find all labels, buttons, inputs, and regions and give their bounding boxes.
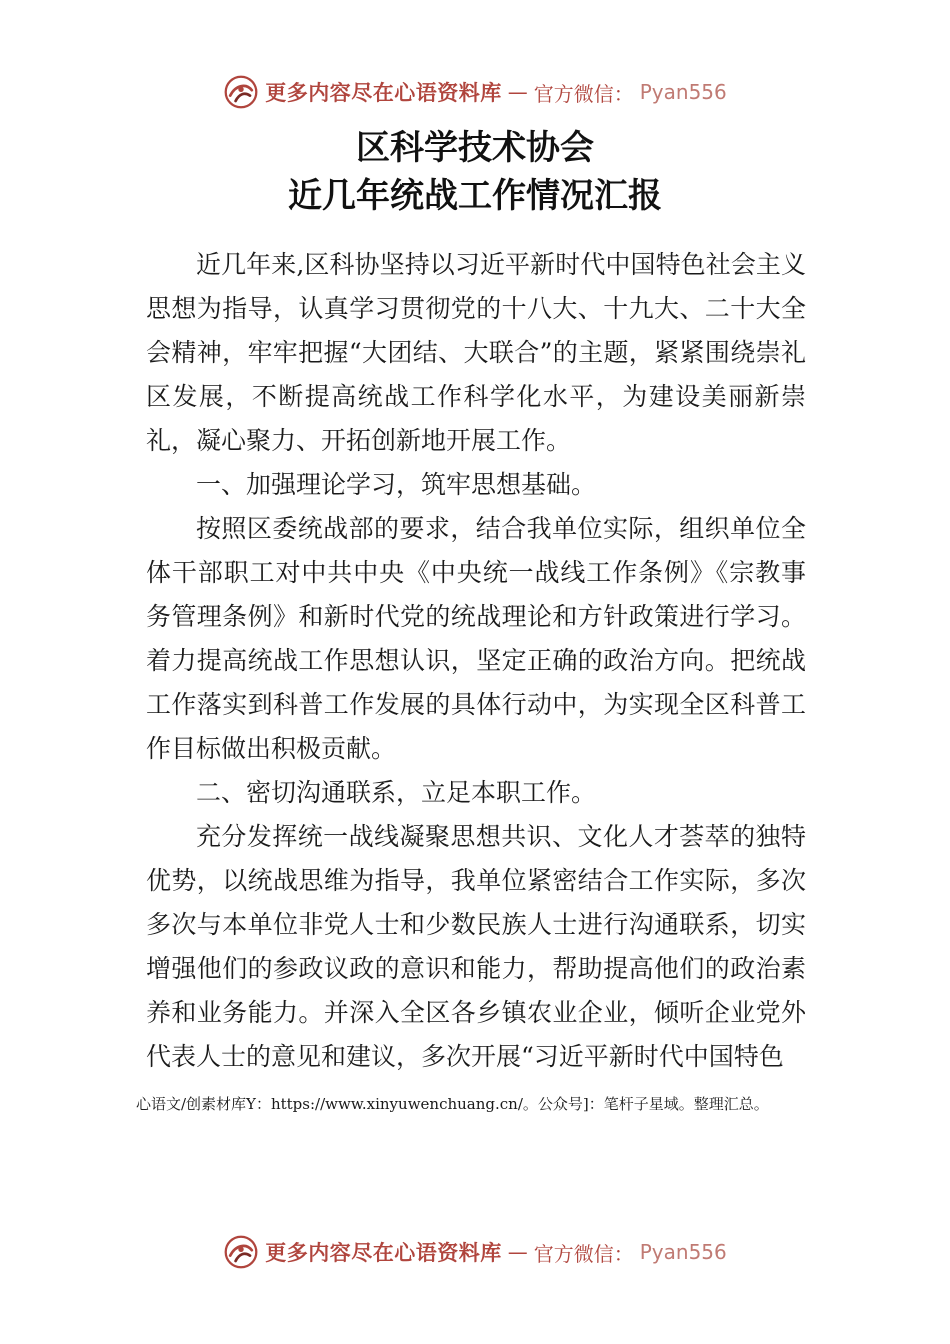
- brand-logo-icon: [223, 1234, 259, 1270]
- document-body: [146, 243, 806, 1079]
- watermark-wechat-label: 官方微信：: [533, 81, 634, 106]
- watermark-separator: —: [507, 80, 528, 104]
- brand-logo-icon: [223, 74, 259, 110]
- watermark-separator: —: [507, 1240, 528, 1264]
- watermark-text: 更多内容尽在心语资料库: [265, 1240, 502, 1265]
- footer-source-note: 心语文/创素材库Y：https://www.xinyuwenchuang.cn/。公众号]：笔杆子星域。整理汇总。: [136, 1095, 769, 1113]
- paragraph-intro: 近几年来,区科协坚持以习近平新时代中国特色社会主义思想为指导，认真学习贯彻党的十八大、十九大、二十大全会精神，牢牢把握“大团结、大联合”的主题，紧紧围绕崇礼区发展，不断提高统战工作科学化水平，为建设美丽新崇礼，凝心聚力、开拓创新地开展工作。: [146, 250, 806, 455]
- watermark-wechat-id: Pyan556: [639, 80, 727, 104]
- paragraph-section-2: 充分发挥统一战线凝聚思想共识、文化人才荟萃的独特优势，以统战思维为指导，我单位紧密结合工作实际，多次多次与本单位非党人士和少数民族人士进行沟通联系，切实增强他们的参政议政的意识和能力，帮助提高他们的政治素养和业务能力。并深入全区各乡镇农业企业，倾听企业党外代表人士的意见和建议，多次开展“习近平新时代中国特色: [146, 822, 806, 1071]
- paragraph-section-1: 按照区委统战部的要求，结合我单位实际，组织单位全体干部职工对中共中央《中央统一战线工作条例》《宗教事务管理条例》和新时代党的统战理论和方针政策进行学习。 着力提高统战工作思想认识，坚定正确的政治方向。把统战工作落实到科普工作发展的具体行动中，为实现全区科普工作目标做出积极贡献。: [146, 514, 806, 763]
- watermark-footer: [0, 1232, 950, 1272]
- watermark-wechat-label: 官方微信：: [533, 1241, 634, 1266]
- watermark-header: [0, 72, 950, 112]
- document-title-line2: 近几年统战工作情况汇报: [288, 176, 662, 216]
- section-heading-1: 一、加强理论学习，筑牢思想基础。: [196, 470, 597, 499]
- document-title-line1: 区科学技术协会: [356, 128, 594, 168]
- watermark-text: 更多内容尽在心语资料库: [265, 80, 502, 105]
- watermark-wechat-id: Pyan556: [639, 1240, 727, 1264]
- section-heading-2: 二、密切沟通联系，立足本职工作。: [196, 778, 597, 807]
